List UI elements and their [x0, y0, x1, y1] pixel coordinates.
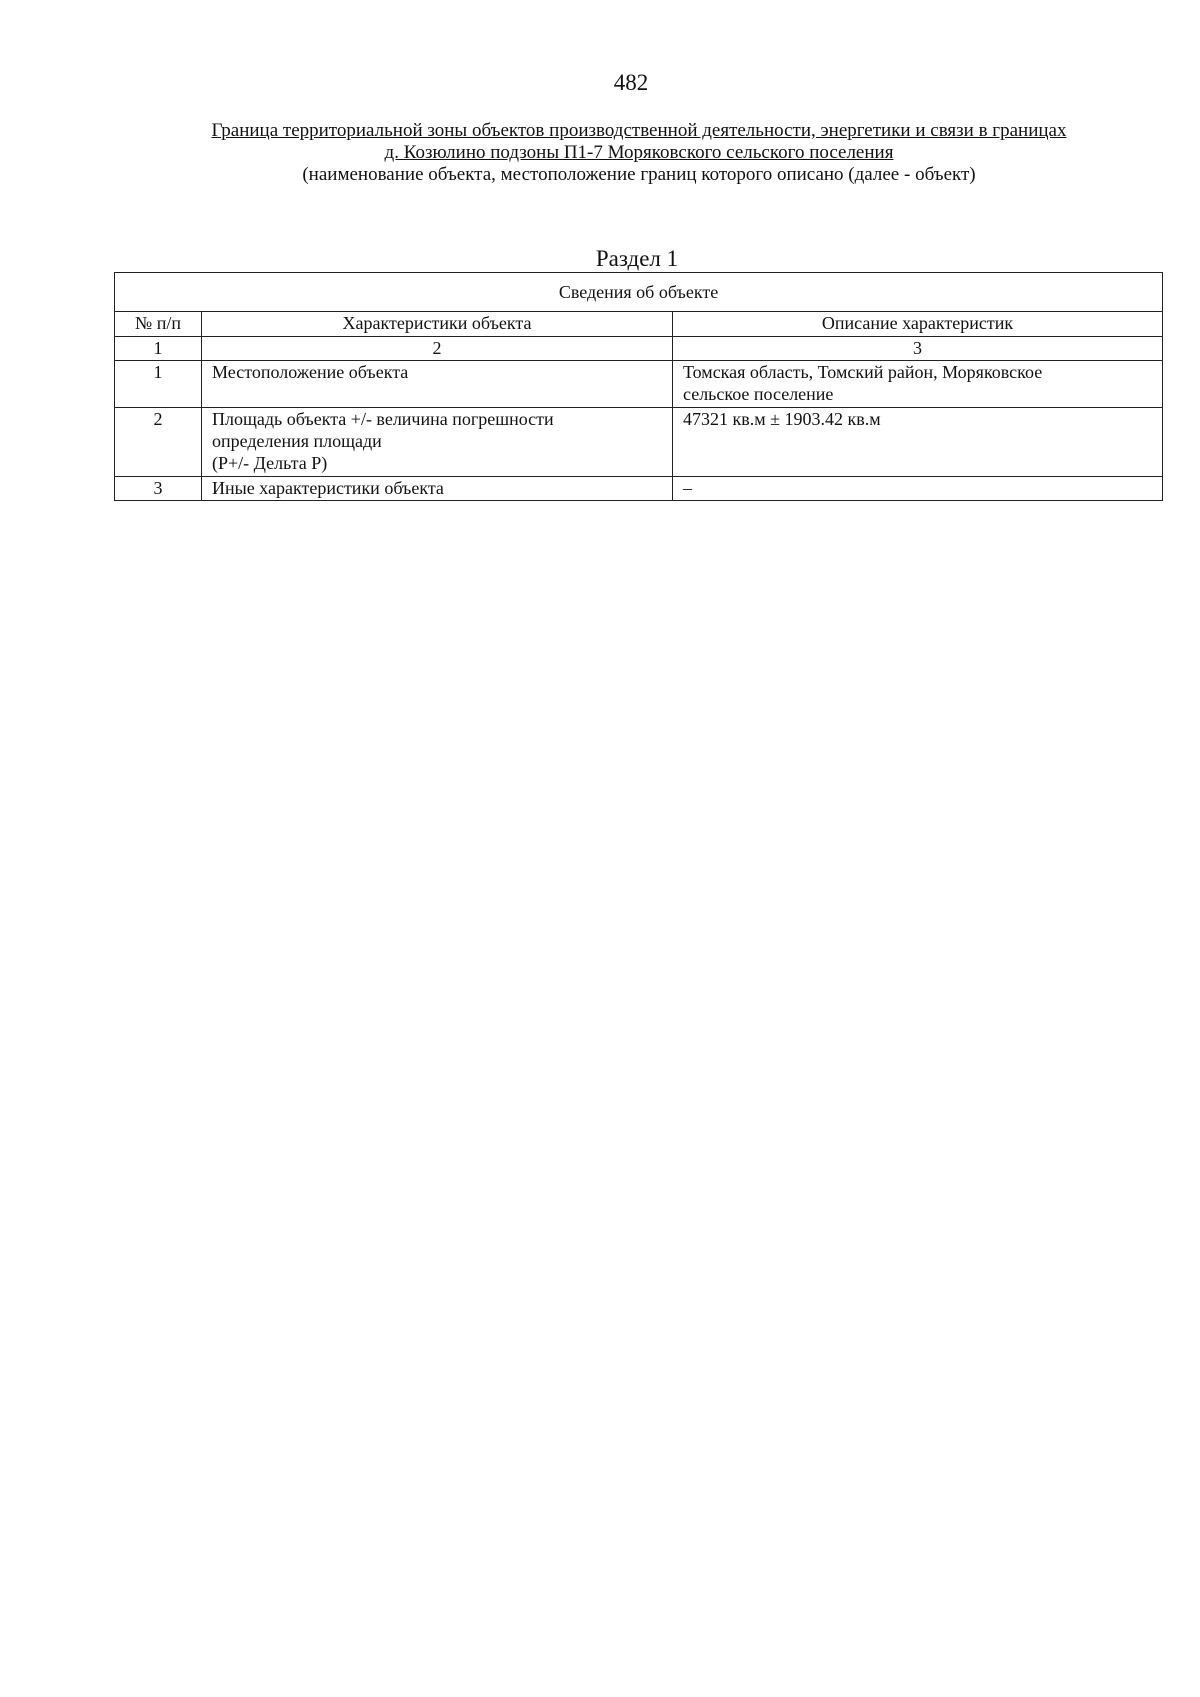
column-index: 2 [202, 337, 673, 361]
row-characteristic: Местоположение объекта [202, 361, 673, 408]
column-header-characteristic: Характеристики объекта [202, 312, 673, 337]
row-number: 1 [115, 361, 202, 408]
table-index-row [115, 337, 1163, 361]
column-index: 1 [115, 337, 202, 361]
table-header-row [115, 312, 1163, 337]
title-note: (наименование объекта, местоположение границ которого описано (далее - объект) [302, 164, 976, 185]
row-description: 47321 кв.м ± 1903.42 кв.м [673, 408, 1163, 477]
column-header-description: Описание характеристик [673, 312, 1163, 337]
row-characteristic: Иные характеристики объекта [202, 477, 673, 501]
row-number: 2 [115, 408, 202, 477]
section-title: Раздел 1 [595, 246, 679, 271]
title-line-2: д. Козюлино подзоны П1-7 Моряковского сельского поселения [384, 142, 894, 163]
row-description: – [673, 477, 1163, 501]
column-index: 3 [673, 337, 1163, 361]
title-line-1: Граница территориальной зоны объектов производственной деятельности, энергетики и связи в границах [211, 120, 1067, 141]
object-info-table [114, 272, 1163, 501]
column-header-number: № п/п [115, 312, 202, 337]
table-caption-row [115, 273, 1163, 312]
document-title [115, 120, 1163, 186]
table-caption: Сведения об объекте [115, 273, 1163, 312]
row-description: Томская область, Томский район, Моряковское сельское поселение [673, 361, 1163, 408]
table-row [115, 408, 1163, 477]
page-number: 482 [613, 70, 649, 95]
table-row [115, 361, 1163, 408]
table-row [115, 477, 1163, 501]
row-characteristic: Площадь объекта +/- величина погрешности определения площади (P+/- Дельта P) [202, 408, 673, 477]
row-number: 3 [115, 477, 202, 501]
